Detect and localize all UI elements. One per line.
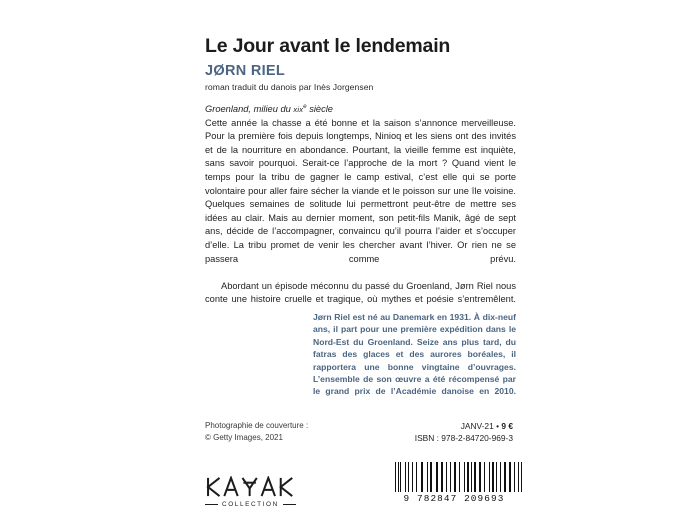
barcode-bar — [457, 462, 458, 492]
pricing-block — [415, 420, 513, 444]
barcode-bar — [498, 462, 499, 492]
cover-photo-credit — [205, 420, 308, 443]
barcode-bar — [459, 462, 460, 492]
barcode-bar — [408, 462, 409, 492]
book-title: Le Jour avant le lendemain — [205, 35, 451, 57]
barcode-bar — [486, 462, 488, 492]
barcode-bar — [444, 462, 445, 492]
barcode-bar — [428, 462, 429, 492]
cover-photo-label: Photographie de couverture : — [205, 421, 309, 430]
barcode-bar — [430, 462, 432, 492]
blurb-paragraph-2: Abordant un épisode méconnu du passé du Groenland, Jørn Riel nous conte une histoire cruelle et tragique, où mythes et poésie s’entremêlent. — [205, 280, 516, 305]
barcode-bar — [521, 462, 522, 492]
barcode-bar — [461, 462, 462, 492]
setting-suffix: siècle — [306, 104, 333, 114]
barcode-bar — [484, 462, 485, 492]
barcode-bar — [473, 462, 474, 492]
barcode-bar — [397, 462, 398, 492]
blurb-paragraph-1: Cette année la chasse a été bonne et la saison s’annonce merveilleuse. Pour la première fois depuis longtemps, Ninioq et les siens ont des invités et de la nourriture en abondance. Pourtant, la vieille femme est inquiète, sans savoir pourquoi. Serait-ce l’approche de la mort ? Quand vient le temps pour la tribu de gagner le camp estival, c’est elle qui se porte volontaire pour aller faire sécher la viande et le poisson sur une île voisine. Quelques semaines de solitude lui permettront peut-être de mettre ses idées au clair. Mais au dernier moment, son petit-fils Manik, âgé de sept ans, décide de l’accompagner, convaincu qu’il pourra l’aider et s’occuper d’elle. La tribu promet de venir les chercher avant l’hiver. Or rien ne se passera comme prévu. — [205, 117, 516, 264]
barcode-bar — [451, 462, 453, 492]
back-cover-blurb — [205, 103, 516, 321]
barcode-bar — [464, 462, 465, 492]
barcode-bar — [479, 462, 481, 492]
barcode-bar — [454, 462, 456, 492]
barcode-bar — [414, 462, 415, 492]
barcode-bar — [416, 462, 417, 492]
price-separator: • — [496, 421, 500, 431]
barcode-bar — [477, 462, 478, 492]
author-biography: Jørn Riel est né au Danemark en 1931. À dix-neuf ans, il part pour une première expédition dans le Nord-Est du Groenland. Seize ans plus tard, du fatras des glaces et des aurores boréales, il rapportera une bonne vingtaine d’ouvrages. L’ensemble de son œuvre a été récompensé par le grand prix de l’Académie danoise en 2010. — [313, 312, 516, 397]
barcode-bar — [436, 462, 438, 492]
barcode-bar — [466, 462, 467, 492]
barcode-bar — [507, 462, 508, 492]
barcode-bar — [421, 462, 423, 492]
barcode-bar — [395, 462, 396, 492]
price-line — [415, 420, 513, 432]
barcode-bar — [418, 462, 420, 492]
barcode-bar — [433, 462, 435, 492]
barcode-bar — [496, 462, 497, 492]
barcode-bar — [450, 462, 451, 492]
barcode-bar — [495, 462, 496, 492]
barcode-bar — [502, 462, 503, 492]
barcode-bars — [395, 462, 523, 492]
barcode-bar — [439, 462, 440, 492]
story-setting-line — [205, 103, 516, 117]
barcode-bar — [500, 462, 501, 492]
cover-content-column — [205, 0, 516, 520]
barcode-bar — [515, 462, 516, 492]
setting-century-ordinal: e — [303, 103, 307, 110]
rule-left — [205, 504, 218, 505]
collection-label-row — [205, 501, 301, 508]
barcode-bar — [489, 462, 490, 492]
barcode-bar — [470, 462, 471, 492]
barcode-bar — [427, 462, 428, 492]
barcode-bar — [402, 462, 403, 492]
barcode-bar — [471, 462, 472, 492]
barcode-bar — [467, 462, 468, 492]
barcode-bar — [509, 462, 511, 492]
barcode-bar — [410, 462, 411, 492]
kayak-wordmark-icon — [205, 476, 301, 498]
publisher-logo — [205, 476, 305, 508]
barcode-bar — [412, 462, 413, 492]
barcode-digits: 9 782847 209693 — [403, 493, 505, 504]
collection-label: COLLECTION — [222, 501, 279, 508]
barcode-bar — [512, 462, 513, 492]
barcode-bar — [490, 462, 491, 492]
barcode-bar — [514, 462, 515, 492]
barcode-bar — [424, 462, 426, 492]
cover-photo-source: © Getty Images, 2021 — [205, 432, 283, 442]
barcode-bar — [448, 462, 449, 492]
barcode-bar — [474, 462, 475, 492]
barcode-bar — [504, 462, 506, 492]
barcode-bar — [441, 462, 443, 492]
isbn-line: ISBN : 978-2-84720-969-3 — [414, 433, 513, 443]
price-amount: 9 € — [501, 421, 513, 431]
barcode-bar — [519, 462, 520, 492]
rule-right — [283, 504, 296, 505]
author-name: JØRN RIEL — [205, 63, 286, 79]
barcode-bar — [400, 462, 401, 492]
barcode-bar — [482, 462, 484, 492]
ean13-barcode — [385, 462, 513, 504]
barcode-bar — [492, 462, 494, 492]
barcode-bar — [398, 462, 399, 492]
barcode-bar — [405, 462, 406, 492]
setting-century: xix — [293, 105, 304, 114]
setting-prefix: Groenland, milieu du — [205, 104, 294, 114]
barcode-bar — [406, 462, 407, 492]
barcode-bar — [518, 462, 519, 492]
barcode-bar — [446, 462, 447, 492]
date-code: JANV-21 — [460, 421, 494, 431]
translation-credit: roman traduit du danois par Inès Jorgensen — [205, 82, 374, 92]
